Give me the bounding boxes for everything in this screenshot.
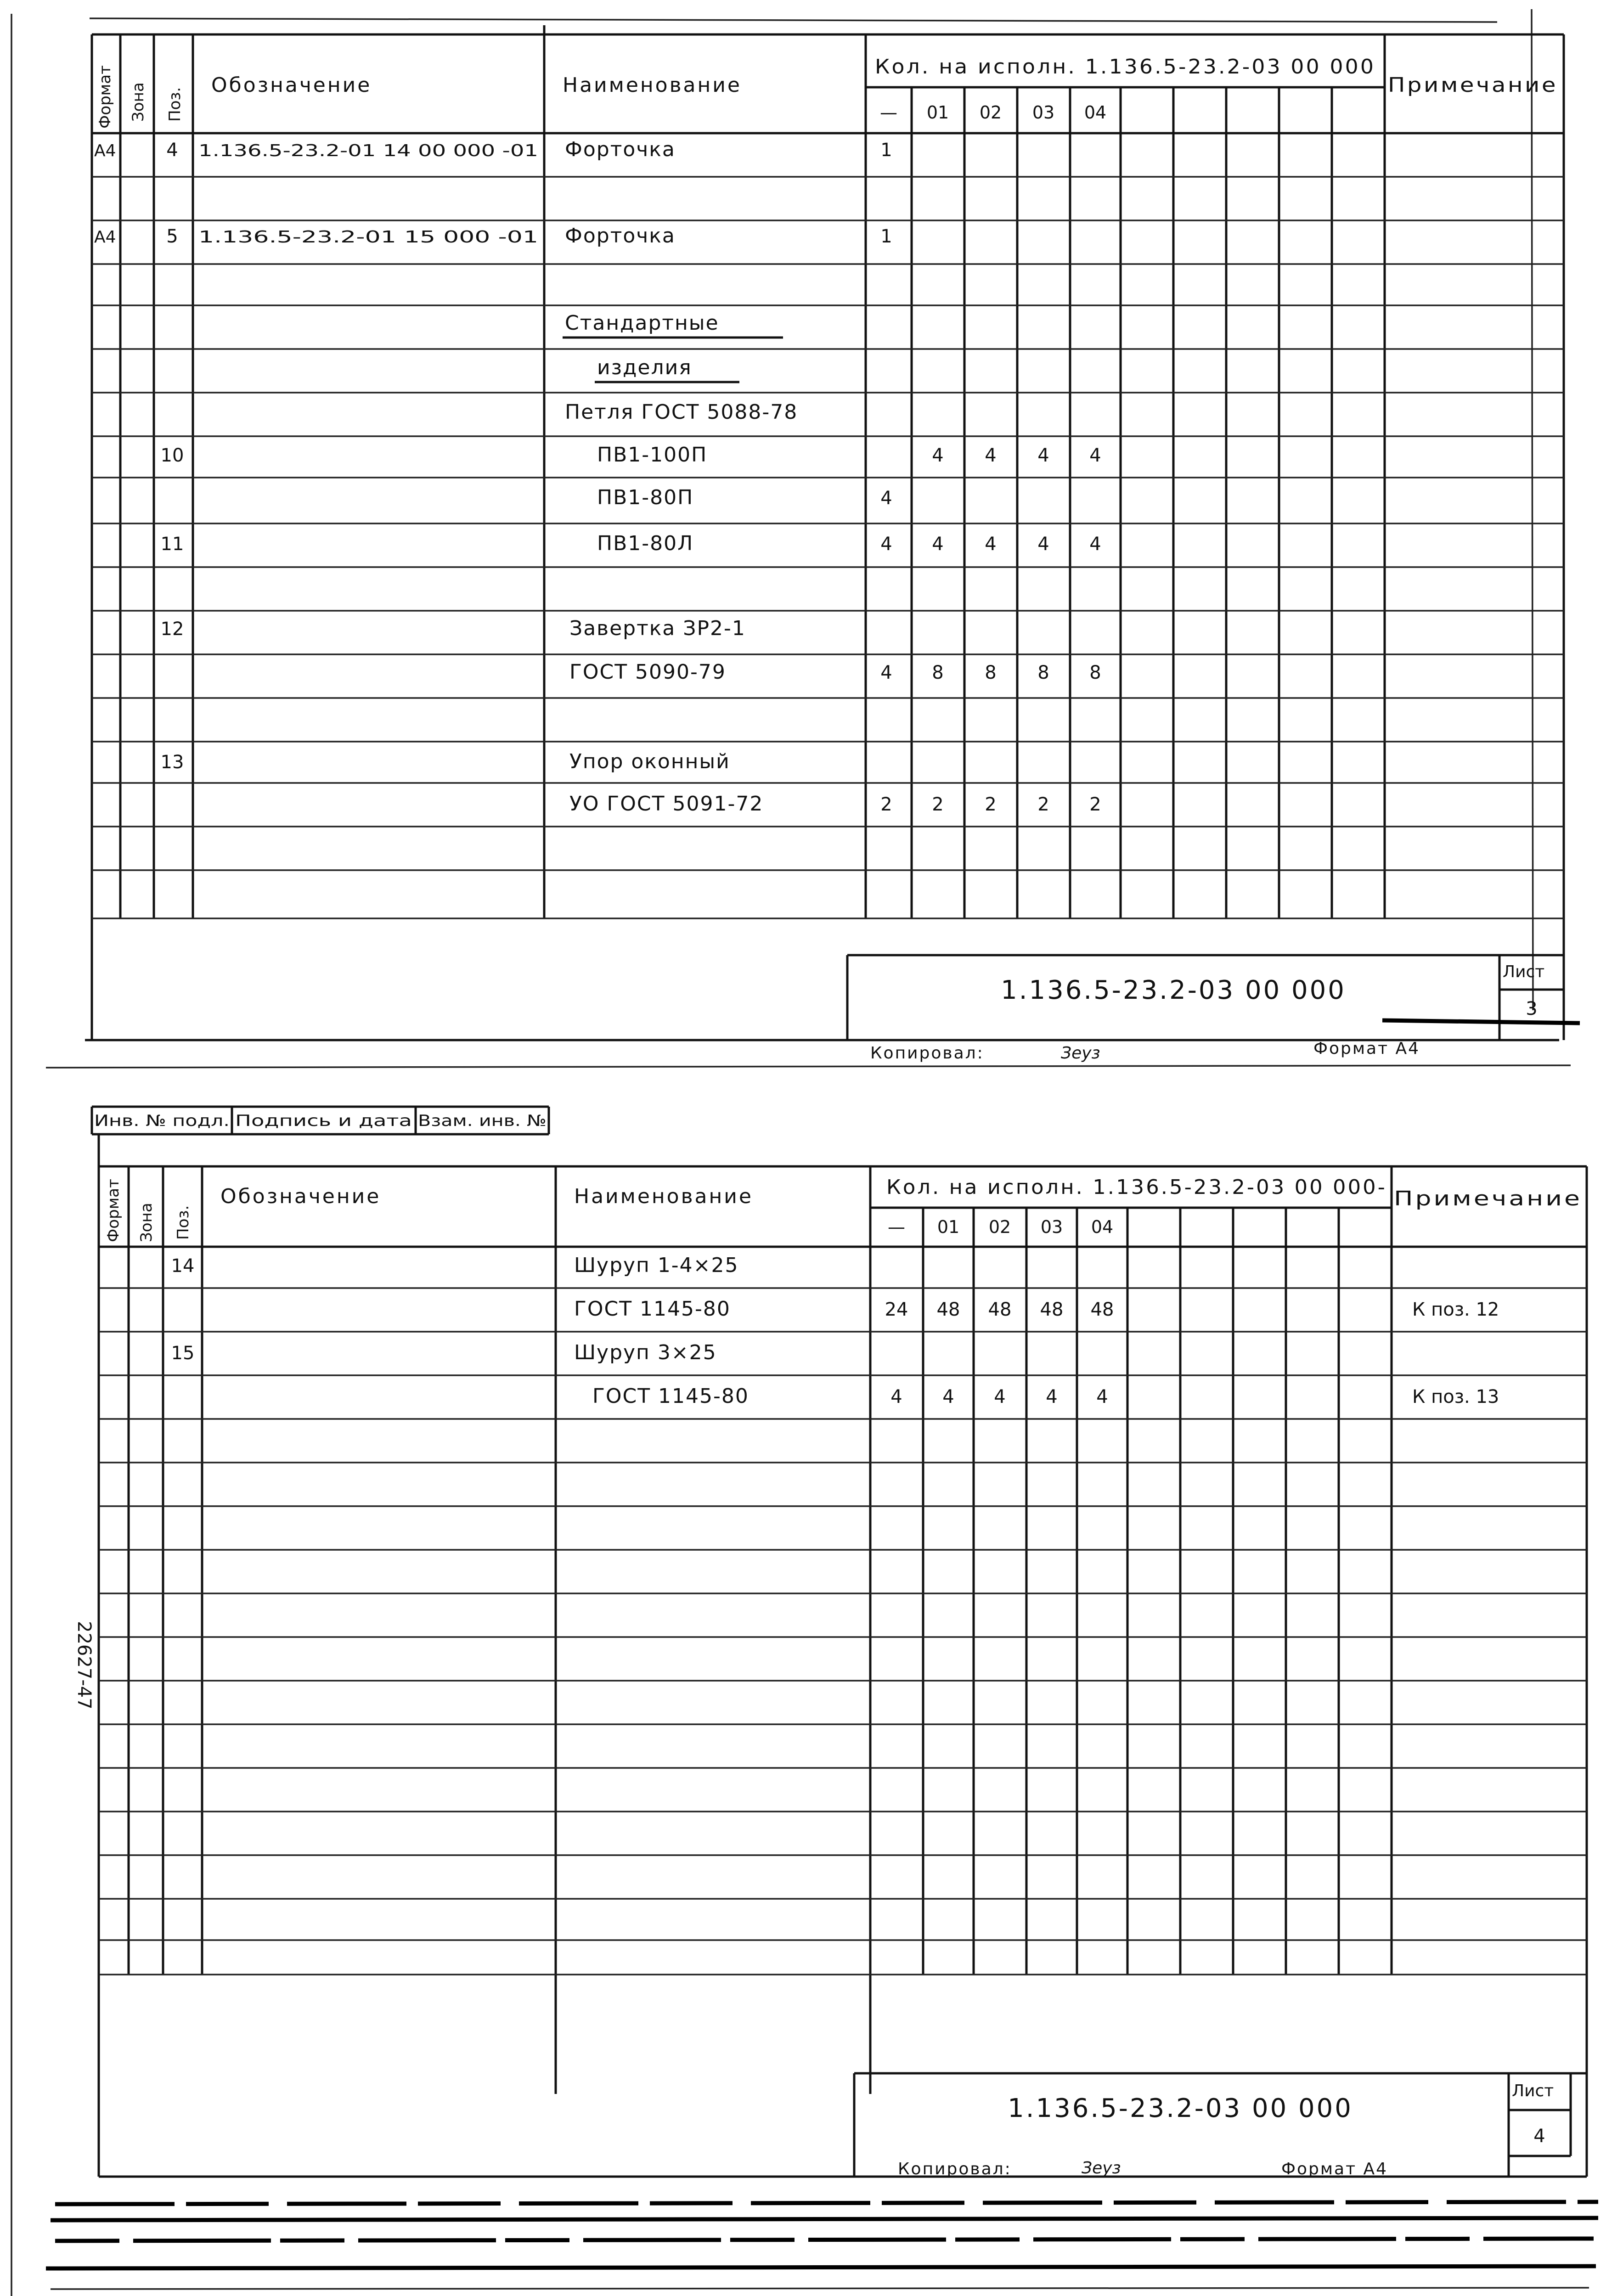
bottom-hdr-name: Наименование <box>574 1185 753 1208</box>
bottom-copied: Копировал: <box>898 2160 1012 2178</box>
top-qty-cell: 8 <box>932 662 944 683</box>
top-row-pos: 10 <box>160 445 184 466</box>
bottom-copied-sign: Зеуз <box>1082 2159 1121 2178</box>
bottom-qty-cell: 48 <box>1090 1299 1114 1320</box>
top-row-pos: 5 <box>166 226 178 247</box>
top-sheet-label: Лист <box>1503 962 1545 981</box>
top-row-name: Форточка <box>565 224 676 248</box>
top-hdr-name: Наименование <box>563 73 742 97</box>
top-row-format: А4 <box>94 228 116 247</box>
bottom-row-pos: 15 <box>171 1343 195 1364</box>
top-hdr-pos: Поз. <box>166 87 184 122</box>
top-sheet-num: 3 <box>1526 998 1538 1019</box>
top-qty-cell: 4 <box>1037 534 1049 555</box>
top-qty-cell: 2 <box>1037 794 1049 815</box>
top-row-name: ГОСТ 5090-79 <box>569 660 726 684</box>
bottom-qty-cell: 4 <box>942 1386 954 1407</box>
bottom-qty-cell: 4 <box>890 1386 902 1407</box>
bottom-sheet-num: 4 <box>1533 2126 1545 2147</box>
top-qty-cell: 4 <box>1089 534 1101 555</box>
top-qty-cell: 2 <box>932 794 944 815</box>
top-qty-cell: 4 <box>1037 445 1049 466</box>
top-qty-cell: 4 <box>932 534 944 555</box>
top-qty-cell: 1 <box>880 140 892 161</box>
bottom-format: Формат А4 <box>1281 2160 1388 2178</box>
top-variant: 04 <box>1084 102 1107 123</box>
bottom-sheet <box>73 1107 1587 2178</box>
top-hdr-qty: Кол. на исполн. 1.136.5-23.2-03 00 000 <box>875 55 1375 79</box>
top-row-name: Форточка <box>565 138 676 161</box>
bottom-qty-cell: 4 <box>1046 1386 1058 1407</box>
sign-date-label: Подпись и дата <box>235 1112 412 1130</box>
top-qty-cell: 2 <box>985 794 997 815</box>
bottom-qty-cell: 4 <box>1096 1386 1108 1407</box>
bottom-sheet-label: Лист <box>1512 2082 1554 2100</box>
bottom-row-name: Шуруп 1-4×25 <box>574 1254 739 1277</box>
top-row-name: Петля ГОСТ 5088-78 <box>565 400 798 424</box>
margin-stamp: 22627-47 <box>73 1621 95 1710</box>
top-row-designation: 1.136.5-23.2-01 15 000 -01 <box>198 228 538 247</box>
top-qty-cell: 4 <box>985 534 997 555</box>
top-qty-cell: 2 <box>1089 794 1101 815</box>
top-variant: 02 <box>979 102 1002 123</box>
top-row-pos: 13 <box>160 752 184 773</box>
top-variant: 03 <box>1032 102 1055 123</box>
bottom-qty-cell: 24 <box>885 1299 908 1320</box>
top-row-pos: 12 <box>160 619 184 640</box>
top-copied-sign: Зеуз <box>1061 1044 1100 1063</box>
top-hdr-format: Формат <box>96 65 114 129</box>
inv-label: Инв. № подл. <box>94 1112 230 1130</box>
top-qty-cell: 8 <box>1089 662 1101 683</box>
bottom-qty-cell: 48 <box>936 1299 960 1320</box>
top-sheet <box>85 9 1580 1063</box>
bottom-hdr-format: Формат <box>104 1179 123 1242</box>
repl-inv-label: Взам. инв. № <box>418 1112 547 1130</box>
top-variant: — <box>880 102 897 123</box>
bottom-variant: 01 <box>937 1217 960 1237</box>
top-section-title: изделия <box>597 356 692 379</box>
bottom-variant: 03 <box>1040 1217 1063 1237</box>
top-row-name: ПВ1-80П <box>597 486 694 509</box>
top-qty-cell: 4 <box>1089 445 1101 466</box>
top-row-pos: 4 <box>166 140 178 161</box>
top-qty-cell: 8 <box>985 662 997 683</box>
bottom-hdr-note: Примечание <box>1394 1187 1582 1210</box>
top-row-name: УО ГОСТ 5091-72 <box>569 792 764 816</box>
top-format: Формат А4 <box>1313 1039 1420 1058</box>
top-row-pos: 11 <box>160 534 184 555</box>
bottom-hdr-zone: Зона <box>137 1203 156 1242</box>
bottom-title-code: 1.136.5-23.2-03 00 000 <box>1008 2093 1353 2123</box>
top-hdr-zone: Зона <box>129 82 147 122</box>
bottom-hdr-designation: Обозначение <box>220 1185 381 1208</box>
top-qty-cell: 8 <box>1037 662 1049 683</box>
top-row-format: А4 <box>94 141 116 160</box>
top-copied: Копировал: <box>870 1044 984 1063</box>
bottom-variant: — <box>888 1217 905 1237</box>
top-hdr-note: Примечание <box>1388 73 1558 97</box>
top-variant: 01 <box>926 102 949 123</box>
bottom-row-note: К поз. 12 <box>1412 1299 1499 1320</box>
bottom-qty-cell: 48 <box>1040 1299 1064 1320</box>
top-qty-cell: 4 <box>985 445 997 466</box>
bottom-qty-cell: 48 <box>988 1299 1012 1320</box>
bottom-hdr-pos: Поз. <box>174 1205 192 1240</box>
bottom-qty-cell: 4 <box>994 1386 1006 1407</box>
top-qty-cell: 1 <box>880 226 892 247</box>
bottom-variant: 04 <box>1091 1217 1114 1237</box>
bottom-row-name: ГОСТ 1145-80 <box>592 1384 749 1408</box>
bottom-variant: 02 <box>988 1217 1011 1237</box>
top-title-code: 1.136.5-23.2-03 00 000 <box>1001 975 1346 1005</box>
top-hdr-designation: Обозначение <box>211 73 372 97</box>
bottom-row-name: ГОСТ 1145-80 <box>574 1297 731 1321</box>
top-qty-cell: 2 <box>880 794 892 815</box>
top-qty-cell: 4 <box>880 488 892 509</box>
top-row-name: ПВ1-100П <box>597 443 708 467</box>
top-row-name: Упор оконный <box>569 750 730 773</box>
bottom-hdr-qty: Кол. на исполн. 1.136.5-23.2-03 00 000- <box>886 1176 1387 1199</box>
bottom-row-note: К поз. 13 <box>1412 1386 1499 1407</box>
top-qty-cell: 4 <box>880 662 892 683</box>
top-section-title: Стандартные <box>565 311 719 335</box>
top-row-name: ПВ1-80Л <box>597 532 694 555</box>
bottom-row-pos: 14 <box>171 1255 195 1277</box>
top-row-designation: 1.136.5-23.2-01 14 00 000 -01 <box>198 141 538 160</box>
top-qty-cell: 4 <box>932 445 944 466</box>
top-qty-cell: 4 <box>880 534 892 555</box>
top-row-name: Завертка ЗР2-1 <box>569 617 746 640</box>
bottom-row-name: Шуруп 3×25 <box>574 1341 717 1364</box>
